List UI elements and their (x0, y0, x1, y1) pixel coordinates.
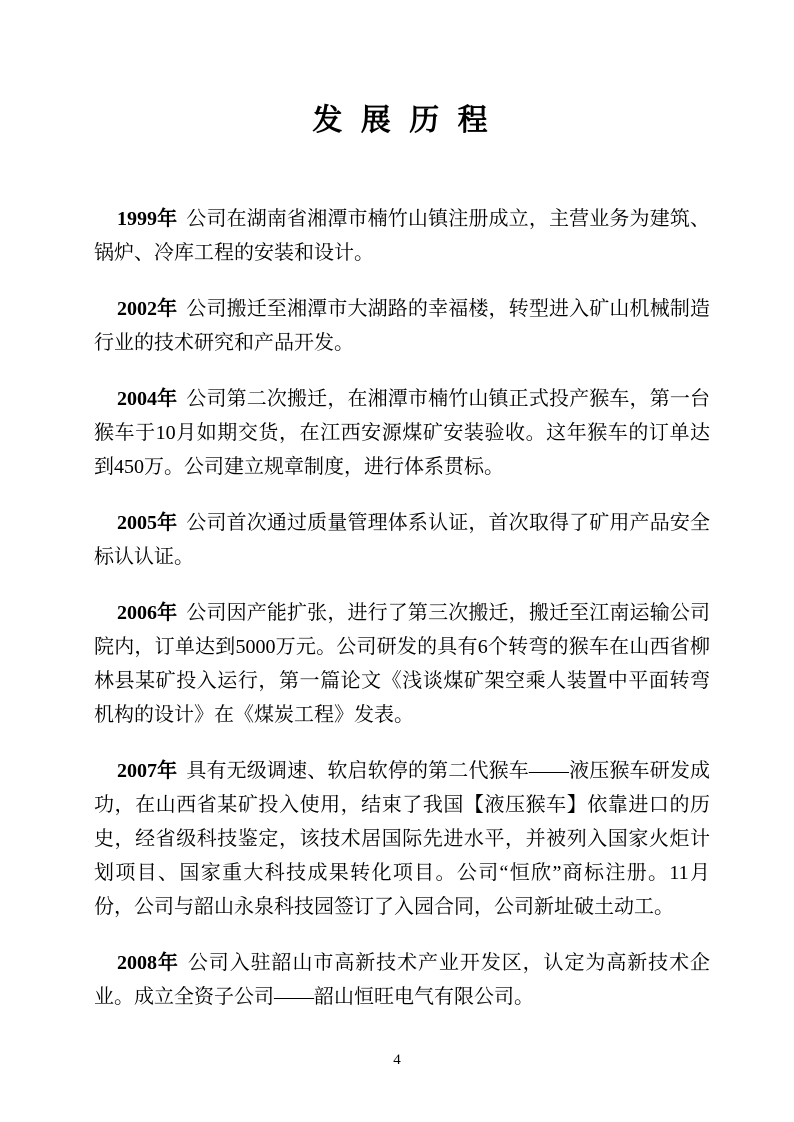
year-label: 2002年 (117, 298, 178, 320)
paragraph-text: 具有无级调速、软启软停的第二代猴车——液压猴车研发成功，在山西省某矿投入使用，结束了我国【液压猴车】依靠进口的历史，经省级科技鉴定，该技术居国际先进水平，并被列入国家火炬计划项目、国家重大科技成果转化项目。公司“恒欣”商标注册。11月份，公司与韶山永泉科技园签订了入园合同，公司新址破土动工。 (94, 760, 711, 918)
timeline-paragraph-2004 (94, 382, 710, 484)
paragraph-text: 公司入驻韶山市高新技术产业开发区，认定为高新技术企业。成立全资子公司——韶山恒旺电气有限公司。 (94, 952, 711, 1008)
year-label: 1999年 (117, 208, 178, 230)
timeline-paragraph-2005 (94, 506, 710, 574)
timeline-paragraph-2008 (94, 946, 710, 1014)
page-title: 发 展 历 程 (312, 103, 492, 138)
year-label: 2007年 (117, 760, 178, 782)
paragraph-text: 公司搬迁至湘潭市大湖路的幸福楼，转型进入矿山机械制造行业的技术研究和产品开发。 (94, 298, 711, 354)
year-label: 2008年 (117, 952, 179, 974)
year-label: 2005年 (117, 512, 178, 534)
timeline-paragraph-2002 (94, 292, 710, 360)
page-number: 4 (393, 1052, 401, 1068)
paragraph-text: 公司首次通过质量管理体系认证，首次取得了矿用产品安全标认认证。 (94, 512, 711, 568)
timeline-paragraph-2007 (94, 754, 710, 924)
paragraph-text: 公司第二次搬迁，在湘潭市楠竹山镇正式投产猴车，第一台猴车于10月如期交货，在江西安源煤矿安装验收。这年猴车的订单达到450万。公司建立规章制度，进行体系贯标。 (94, 388, 711, 478)
year-label: 2006年 (117, 602, 178, 624)
year-label: 2004年 (117, 388, 178, 410)
timeline-paragraph-1999 (94, 202, 710, 270)
timeline-paragraph-2006 (94, 596, 710, 732)
paragraph-text: 公司在湖南省湘潭市楠竹山镇注册成立，主营业务为建筑、锅炉、冷库工程的安装和设计。 (94, 208, 711, 264)
paragraph-text: 公司因产能扩张，进行了第三次搬迁，搬迁至江南运输公司院内，订单达到5000万元。公司研发的具有6个转弯的猴车在山西省柳林县某矿投入运行，第一篇论文《浅谈煤矿架空乘人装置中平面转弯机构的设计》在《煤炭工程》发表。 (94, 602, 711, 726)
